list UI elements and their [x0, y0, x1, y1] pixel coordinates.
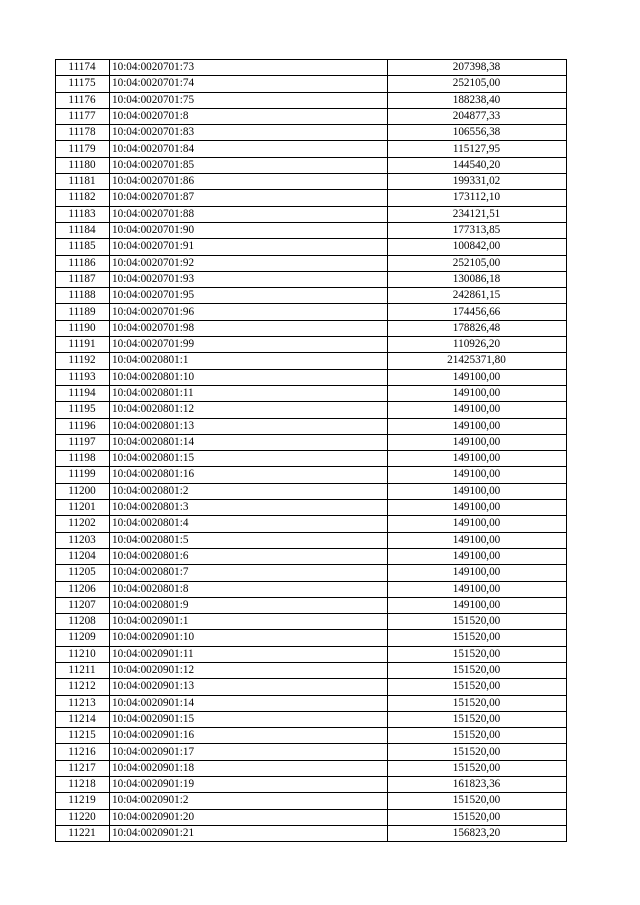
row-number-cell: 11206: [56, 581, 110, 597]
cadastral-number-cell: 10:04:0020701:95: [110, 288, 388, 304]
table-row: [56, 483, 567, 499]
row-number-cell: 11185: [56, 239, 110, 255]
table-row: [56, 500, 567, 516]
cadastral-number-cell: 10:04:0020901:13: [110, 679, 388, 695]
cadastral-value-cell: 173112,10: [388, 190, 567, 206]
cadastral-number-cell: 10:04:0020701:92: [110, 255, 388, 271]
cadastral-value-cell: 207398,38: [388, 60, 567, 76]
table-row: [56, 744, 567, 760]
row-number-cell: 11191: [56, 337, 110, 353]
cadastral-value-cell: 151520,00: [388, 793, 567, 809]
table-row: [56, 565, 567, 581]
cadastral-number-cell: 10:04:0020801:2: [110, 483, 388, 499]
cadastral-number-cell: 10:04:0020901:16: [110, 728, 388, 744]
cadastral-number-cell: 10:04:0020701:73: [110, 60, 388, 76]
cadastral-number-cell: 10:04:0020801:6: [110, 548, 388, 564]
row-number-cell: 11212: [56, 679, 110, 695]
cadastral-value-cell: 149100,00: [388, 516, 567, 532]
cadastral-number-cell: 10:04:0020801:10: [110, 369, 388, 385]
cadastral-value-cell: 151520,00: [388, 728, 567, 744]
row-number-cell: 11190: [56, 320, 110, 336]
table-row: [56, 467, 567, 483]
cadastral-value-cell: 149100,00: [388, 369, 567, 385]
cadastral-number-cell: 10:04:0020701:83: [110, 125, 388, 141]
cadastral-value-cell: 149100,00: [388, 402, 567, 418]
cadastral-number-cell: 10:04:0020701:99: [110, 337, 388, 353]
cadastral-value-cell: 151520,00: [388, 679, 567, 695]
table-row: [56, 777, 567, 793]
cadastral-value-cell: 149100,00: [388, 565, 567, 581]
cadastral-number-cell: 10:04:0020801:8: [110, 581, 388, 597]
table-row: [56, 418, 567, 434]
cadastral-number-cell: 10:04:0020801:13: [110, 418, 388, 434]
table-row: [56, 190, 567, 206]
cadastral-value-cell: 151520,00: [388, 809, 567, 825]
cadastral-value-cell: 149100,00: [388, 418, 567, 434]
cadastral-number-cell: 10:04:0020701:93: [110, 271, 388, 287]
row-number-cell: 11205: [56, 565, 110, 581]
cadastral-value-cell: 151520,00: [388, 646, 567, 662]
cadastral-number-cell: 10:04:0020801:15: [110, 451, 388, 467]
cadastral-number-cell: 10:04:0020701:98: [110, 320, 388, 336]
table-row: [56, 434, 567, 450]
cadastral-value-cell: 149100,00: [388, 467, 567, 483]
table-row: [56, 451, 567, 467]
table-row: [56, 255, 567, 271]
row-number-cell: 11195: [56, 402, 110, 418]
cadastral-value-cell: 110926,20: [388, 337, 567, 353]
cadastral-value-cell: 151520,00: [388, 711, 567, 727]
table-row: [56, 516, 567, 532]
cadastral-value-cell: 156823,20: [388, 825, 567, 841]
row-number-cell: 11213: [56, 695, 110, 711]
cadastral-number-cell: 10:04:0020701:84: [110, 141, 388, 157]
cadastral-value-cell: 149100,00: [388, 385, 567, 401]
cadastral-value-cell: 149100,00: [388, 434, 567, 450]
cadastral-number-cell: 10:04:0020901:18: [110, 760, 388, 776]
row-number-cell: 11203: [56, 532, 110, 548]
cadastral-value-table: [55, 59, 567, 842]
row-number-cell: 11184: [56, 222, 110, 238]
cadastral-number-cell: 10:04:0020901:14: [110, 695, 388, 711]
row-number-cell: 11186: [56, 255, 110, 271]
table-row: [56, 337, 567, 353]
cadastral-number-cell: 10:04:0020901:2: [110, 793, 388, 809]
table-row: [56, 239, 567, 255]
cadastral-number-cell: 10:04:0020701:90: [110, 222, 388, 238]
table-row: [56, 125, 567, 141]
cadastral-number-cell: 10:04:0020901:10: [110, 630, 388, 646]
table-row: [56, 76, 567, 92]
cadastral-number-cell: 10:04:0020801:3: [110, 500, 388, 516]
cadastral-value-cell: 106556,38: [388, 125, 567, 141]
table-row: [56, 92, 567, 108]
table-row: [56, 825, 567, 841]
cadastral-number-cell: 10:04:0020701:74: [110, 76, 388, 92]
table-row: [56, 222, 567, 238]
table-row: [56, 548, 567, 564]
cadastral-value-cell: 100842,00: [388, 239, 567, 255]
table-row: [56, 385, 567, 401]
table-row: [56, 728, 567, 744]
row-number-cell: 11192: [56, 353, 110, 369]
table-row: [56, 174, 567, 190]
row-number-cell: 11183: [56, 206, 110, 222]
row-number-cell: 11197: [56, 434, 110, 450]
table-row: [56, 532, 567, 548]
cadastral-number-cell: 10:04:0020801:5: [110, 532, 388, 548]
cadastral-number-cell: 10:04:0020901:1: [110, 614, 388, 630]
table-row: [56, 630, 567, 646]
cadastral-value-cell: 242861,15: [388, 288, 567, 304]
row-number-cell: 11187: [56, 271, 110, 287]
cadastral-value-cell: 234121,51: [388, 206, 567, 222]
row-number-cell: 11181: [56, 174, 110, 190]
cadastral-number-cell: 10:04:0020901:20: [110, 809, 388, 825]
row-number-cell: 11199: [56, 467, 110, 483]
cadastral-value-cell: 115127,95: [388, 141, 567, 157]
cadastral-value-cell: 151520,00: [388, 630, 567, 646]
table-row: [56, 760, 567, 776]
row-number-cell: 11180: [56, 157, 110, 173]
row-number-cell: 11215: [56, 728, 110, 744]
row-number-cell: 11194: [56, 385, 110, 401]
row-number-cell: 11188: [56, 288, 110, 304]
row-number-cell: 11179: [56, 141, 110, 157]
table-row: [56, 809, 567, 825]
table-row: [56, 320, 567, 336]
cadastral-number-cell: 10:04:0020701:86: [110, 174, 388, 190]
row-number-cell: 11200: [56, 483, 110, 499]
cadastral-value-cell: 151520,00: [388, 614, 567, 630]
cadastral-number-cell: 10:04:0020701:88: [110, 206, 388, 222]
cadastral-number-cell: 10:04:0020901:21: [110, 825, 388, 841]
cadastral-value-cell: 149100,00: [388, 483, 567, 499]
cadastral-number-cell: 10:04:0020801:12: [110, 402, 388, 418]
row-number-cell: 11214: [56, 711, 110, 727]
row-number-cell: 11207: [56, 597, 110, 613]
table-row: [56, 353, 567, 369]
cadastral-number-cell: 10:04:0020701:96: [110, 304, 388, 320]
table-row: [56, 271, 567, 287]
table-row: [56, 157, 567, 173]
row-number-cell: 11216: [56, 744, 110, 760]
cadastral-value-cell: 178826,48: [388, 320, 567, 336]
row-number-cell: 11208: [56, 614, 110, 630]
table-row: [56, 206, 567, 222]
cadastral-number-cell: 10:04:0020901:12: [110, 662, 388, 678]
table-row: [56, 304, 567, 320]
cadastral-value-cell: 21425371,80: [388, 353, 567, 369]
cadastral-number-cell: 10:04:0020701:75: [110, 92, 388, 108]
cadastral-value-cell: 174456,66: [388, 304, 567, 320]
table-row: [56, 711, 567, 727]
cadastral-value-cell: 199331,02: [388, 174, 567, 190]
row-number-cell: 11202: [56, 516, 110, 532]
table-row: [56, 679, 567, 695]
cadastral-value-cell: 252105,00: [388, 255, 567, 271]
table-row: [56, 288, 567, 304]
cadastral-value-cell: 149100,00: [388, 548, 567, 564]
table-body: [56, 60, 567, 842]
row-number-cell: 11210: [56, 646, 110, 662]
table-row: [56, 60, 567, 76]
row-number-cell: 11182: [56, 190, 110, 206]
cadastral-number-cell: 10:04:0020701:8: [110, 108, 388, 124]
cadastral-value-cell: 149100,00: [388, 451, 567, 467]
table-row: [56, 695, 567, 711]
cadastral-number-cell: 10:04:0020801:1: [110, 353, 388, 369]
row-number-cell: 11193: [56, 369, 110, 385]
table-row: [56, 108, 567, 124]
table-row: [56, 646, 567, 662]
cadastral-number-cell: 10:04:0020701:85: [110, 157, 388, 173]
row-number-cell: 11204: [56, 548, 110, 564]
cadastral-value-cell: 149100,00: [388, 597, 567, 613]
cadastral-number-cell: 10:04:0020901:19: [110, 777, 388, 793]
cadastral-value-cell: 151520,00: [388, 662, 567, 678]
cadastral-number-cell: 10:04:0020901:15: [110, 711, 388, 727]
cadastral-value-cell: 130086,18: [388, 271, 567, 287]
table-row: [56, 141, 567, 157]
cadastral-number-cell: 10:04:0020801:7: [110, 565, 388, 581]
cadastral-number-cell: 10:04:0020801:11: [110, 385, 388, 401]
row-number-cell: 11176: [56, 92, 110, 108]
row-number-cell: 11175: [56, 76, 110, 92]
row-number-cell: 11219: [56, 793, 110, 809]
cadastral-number-cell: 10:04:0020801:9: [110, 597, 388, 613]
row-number-cell: 11220: [56, 809, 110, 825]
table-row: [56, 662, 567, 678]
row-number-cell: 11174: [56, 60, 110, 76]
cadastral-number-cell: 10:04:0020901:11: [110, 646, 388, 662]
row-number-cell: 11209: [56, 630, 110, 646]
table-row: [56, 581, 567, 597]
table-row: [56, 793, 567, 809]
row-number-cell: 11201: [56, 500, 110, 516]
cadastral-value-cell: 149100,00: [388, 581, 567, 597]
cadastral-value-cell: 144540,20: [388, 157, 567, 173]
cadastral-value-cell: 151520,00: [388, 760, 567, 776]
cadastral-number-cell: 10:04:0020701:87: [110, 190, 388, 206]
cadastral-number-cell: 10:04:0020801:16: [110, 467, 388, 483]
cadastral-value-cell: 177313,85: [388, 222, 567, 238]
row-number-cell: 11196: [56, 418, 110, 434]
cadastral-value-cell: 149100,00: [388, 500, 567, 516]
cadastral-value-cell: 149100,00: [388, 532, 567, 548]
row-number-cell: 11218: [56, 777, 110, 793]
cadastral-value-cell: 151520,00: [388, 744, 567, 760]
row-number-cell: 11221: [56, 825, 110, 841]
cadastral-number-cell: 10:04:0020801:4: [110, 516, 388, 532]
cadastral-value-cell: 204877,33: [388, 108, 567, 124]
cadastral-value-cell: 252105,00: [388, 76, 567, 92]
row-number-cell: 11217: [56, 760, 110, 776]
row-number-cell: 11198: [56, 451, 110, 467]
table-row: [56, 402, 567, 418]
cadastral-number-cell: 10:04:0020901:17: [110, 744, 388, 760]
row-number-cell: 11177: [56, 108, 110, 124]
table-row: [56, 369, 567, 385]
cadastral-value-cell: 151520,00: [388, 695, 567, 711]
row-number-cell: 11178: [56, 125, 110, 141]
table-row: [56, 597, 567, 613]
row-number-cell: 11189: [56, 304, 110, 320]
row-number-cell: 11211: [56, 662, 110, 678]
cadastral-value-cell: 188238,40: [388, 92, 567, 108]
cadastral-value-cell: 161823,36: [388, 777, 567, 793]
cadastral-number-cell: 10:04:0020701:91: [110, 239, 388, 255]
table-row: [56, 614, 567, 630]
cadastral-number-cell: 10:04:0020801:14: [110, 434, 388, 450]
